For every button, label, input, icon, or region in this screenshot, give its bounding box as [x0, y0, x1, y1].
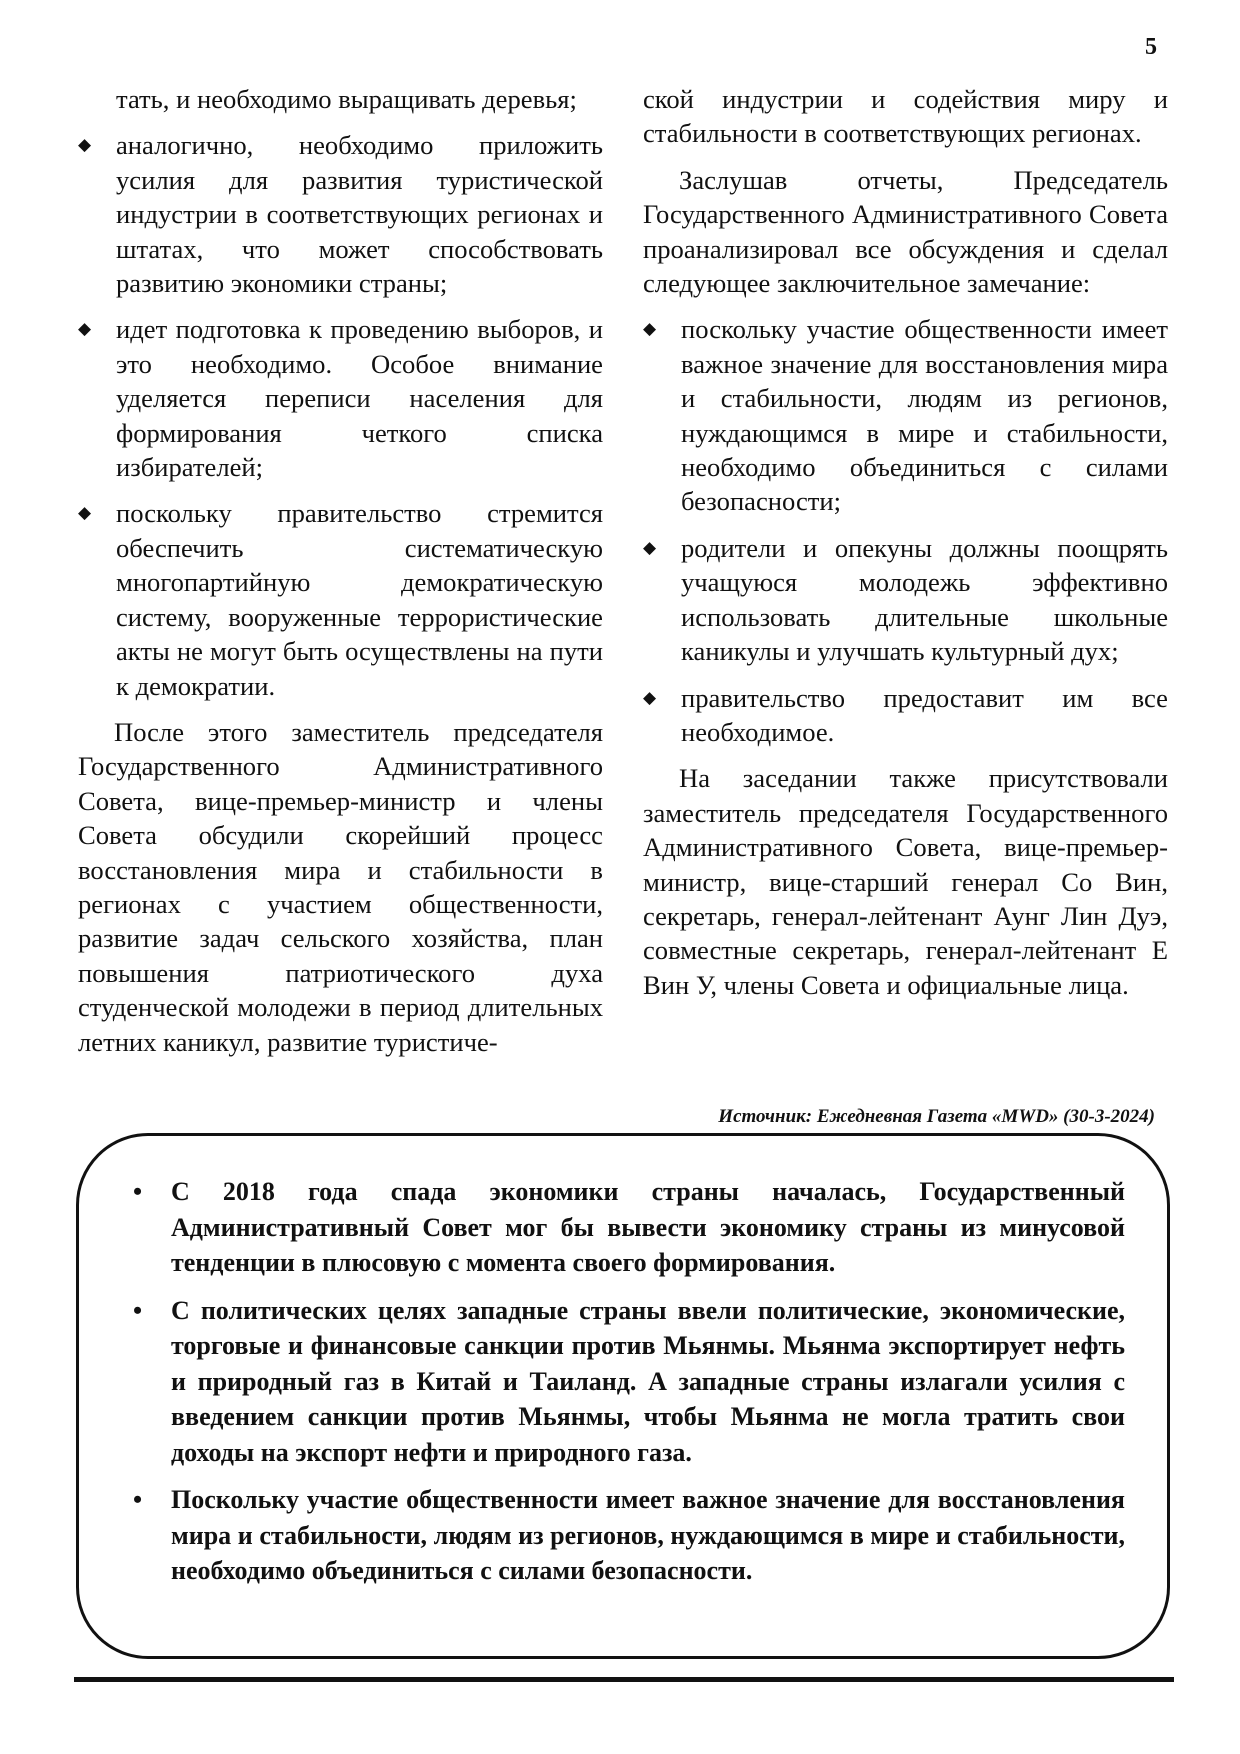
source-citation: Источник: Ежедневная Газета «MWD» (30-3-2024) [718, 1106, 1155, 1127]
list-item-text: идет подготовка к проведению выборов, и это необходимо. Особое внимание уделяется переписи населения для формирования четкого списка избирателей; [116, 314, 603, 483]
list-item-text: поскольку правительство стремится обеспечить систематическую многопартийную демократическую систему, вооруженные террористические акты не могут быть осуществлены на пути к демократии. [116, 498, 603, 701]
list-item-text: правительство предоставит им все необходимое. [681, 682, 1168, 747]
right-paragraph-2: На заседании также присутствовали заместитель председателя Государственного Административного Совета, вице-премьер-министр, вице-старший генерал Со Вин, секретарь, генерал-лейтенант Аунг Лин Дуэ, совместные секретарь, генерал-лейтенант Е Вин У, члены Совета и официальные лица. [643, 763, 1168, 1000]
diamond-bullet-icon: ◆ [78, 135, 92, 155]
right-continuation: ской индустрии и содействия миру и стабильности в соответствующих регионах. [643, 84, 1168, 149]
summary-box [76, 1133, 1170, 1659]
right-column [643, 82, 1168, 1102]
diamond-bullet-icon: ◆ [643, 319, 657, 339]
left-intro-continuation: тать, и необходимо выращивать деревья; [116, 84, 577, 114]
list-item [643, 681, 1168, 750]
left-column [78, 82, 603, 1102]
dot-bullet-icon: • [133, 1295, 143, 1325]
diamond-bullet-icon: ◆ [78, 503, 92, 523]
list-item [78, 496, 603, 702]
list-item-text: аналогично, необходимо приложить усилия для развития туристической индустрии в соответствующих регионах и штатах, что может способствовать развитию экономики страны; [116, 130, 603, 299]
list-item [78, 312, 603, 484]
page-number: 5 [1145, 34, 1157, 60]
article-body [78, 82, 1168, 1102]
diamond-bullet-icon: ◆ [643, 537, 657, 557]
diamond-bullet-icon: ◆ [78, 319, 92, 339]
summary-item [133, 1482, 1125, 1589]
summary-item [133, 1293, 1125, 1471]
list-item [643, 531, 1168, 669]
dot-bullet-icon: • [133, 1177, 143, 1206]
summary-item-text: Поскольку участие общественности имеет важное значение для восстановления мира и стабильности, людям из регионов, нуждающимся в мире и стабильности, необходимо объединиться с силами безопасности. [171, 1485, 1125, 1585]
left-paragraph: После этого заместитель председателя Государственного Административного Совета, вице-премьер-министр и члены Совета обсудили скорейший процесс восстановления мира и стабильности в регионах с участием общественности, развитие задач сельского хозяйства, план повышения патриотического духа студенческой молодежи в период длительных летних каникул, развитие туристиче- [78, 716, 603, 1057]
list-item [78, 128, 603, 300]
list-item-text: родители и опекуны должны поощрять учащуюся молодежь эффективно использовать длительные школьные каникулы и улучшать культурный дух; [681, 532, 1168, 667]
right-paragraph-1: Заслушав отчеты, Председатель Государственного Административного Совета проанализировал все обсуждения и сделал следующее заключительное замечание: [643, 164, 1168, 299]
list-item [643, 312, 1168, 518]
diamond-bullet-icon: ◆ [643, 687, 657, 707]
list-item-text: поскольку участие общественности имеет важное значение для восстановления мира и стабильности, людям из регионов, нуждающимся в мире и стабильности, необходимо объединиться с силами безопасности; [681, 314, 1168, 517]
bottom-rule [74, 1677, 1174, 1682]
summary-item [133, 1174, 1125, 1281]
dot-bullet-icon: • [133, 1485, 143, 1514]
summary-item-text: С 2018 года спада экономики страны началась, Государственный Административный Совет мог бы вывести экономику страны из минусовой тенденции в плюсовую с момента своего формирования. [171, 1177, 1125, 1277]
summary-item-text: С политических целях западные страны ввели политические, экономические, торговые и финансовые санкции против Мьянмы. Мьянма экспортирует нефть и природный газ в Китай и Таиланд. А западные страны излагали усилия с введением санкции против Мьянмы, чтобы Мьянма не могла тратить свои доходы на экспорт нефти и природного газа. [171, 1295, 1125, 1467]
